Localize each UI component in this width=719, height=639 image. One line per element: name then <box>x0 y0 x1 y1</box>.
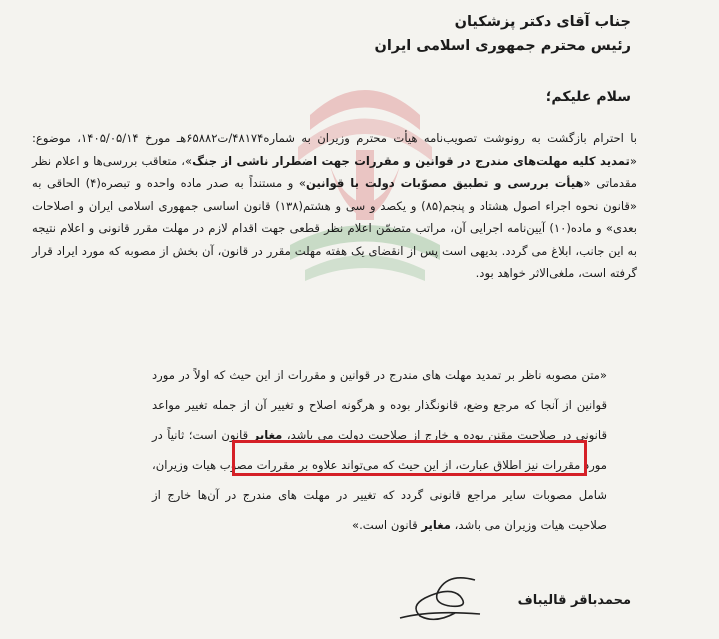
letter-body <box>32 127 637 285</box>
greeting: سلام علیکم؛ <box>545 89 631 105</box>
subject-title: تمدید کلیه مهلت‌های مندرج در قوانین و مقررات جهت اضطرار ناشی از جنگ <box>192 153 630 168</box>
body-paragraph: با احترام بازگشت به رونوشت تصویب‌نامه هیأت محترم وزیران به شماره۴۸۱۷۴/ت۶۵۸۸۲هـ مورخ ۱۴۰۵/۰۵/۱۴، موضوع: «تمدید کلیه مهلت‌های مندرج در قوانین و مقررات جهت اضطرار ناشی از جنگ»، متعاقب بررسی‌ها و اعلام نظر مقدماتی «هیأت بررسی و تطبیق مصوّبات دولت با قوانین» و مستنداً به صدر ماده واحده و تبصره(۴) الحاقی به «قانون نحوه اجراء اصول هشتاد و پنجم(۸۵) و یکصد و سی و هشتم(۱۳۸) قانون اساسی جمهوری اسلامی ایران و اصلاحات بعدی» و ماده(۱۰) آیین‌نامه اجرایی آن، مراتب متضمّن اعلام نظر قطعی جهت اقدام لازم در مهلت مقرر قانونی و اعلام نتیجه به این جانب، ابلاغ می گردد. بدیهی است پس از انقضای یک هفته مهلت مقرر در قانون، آن بخش از مصوبه که مورد ایراد قرار گرفته است، ملغی‌الاثر خواهد بود. <box>32 131 637 280</box>
signature-scribble-icon <box>380 568 500 628</box>
signatory-name: محمدباقر قالیباف <box>517 593 631 608</box>
addressee-title: رئیس محترم جمهوری اسلامی ایران <box>374 38 631 54</box>
quote-paragraph: «متن مصوبه ناظر بر تمدید مهلت های مندرج در قوانین و مقررات از این حیث که اولاً در مورد قوانین از آنجا که مرجع وضع، قانونگذار بوده و هرگونه اصلاح و تغییر آن از جمله تغییر مواعد قانونی در صلاحیت مقنن بوده و خارج از صلاحیت دولت می باشد، مغایر قانون است؛ ثانیاً در مورد مقررات نیز اطلاق عبارت، از این حیث که می‌تواند علاوه بر مقررات مصوب هیات وزیران، شامل مصوبات سایر مراجع قانونی گردد که تغییر در مهلت های مندرج در آن‌ها خارج از صلاحیت هیات وزیران می باشد، مغایر قانون است.» <box>152 368 607 532</box>
addressee-name: جناب آقای دکتر پزشکیان <box>454 14 631 30</box>
addressee-block <box>371 10 631 58</box>
contrary-word: مغایر <box>252 428 283 442</box>
red-highlight-box <box>232 440 587 476</box>
contrary-word-2: مغایر <box>421 518 451 532</box>
board-name: هیأت بررسی و تطبیق مصوّبات دولت با قوانین <box>306 176 584 190</box>
